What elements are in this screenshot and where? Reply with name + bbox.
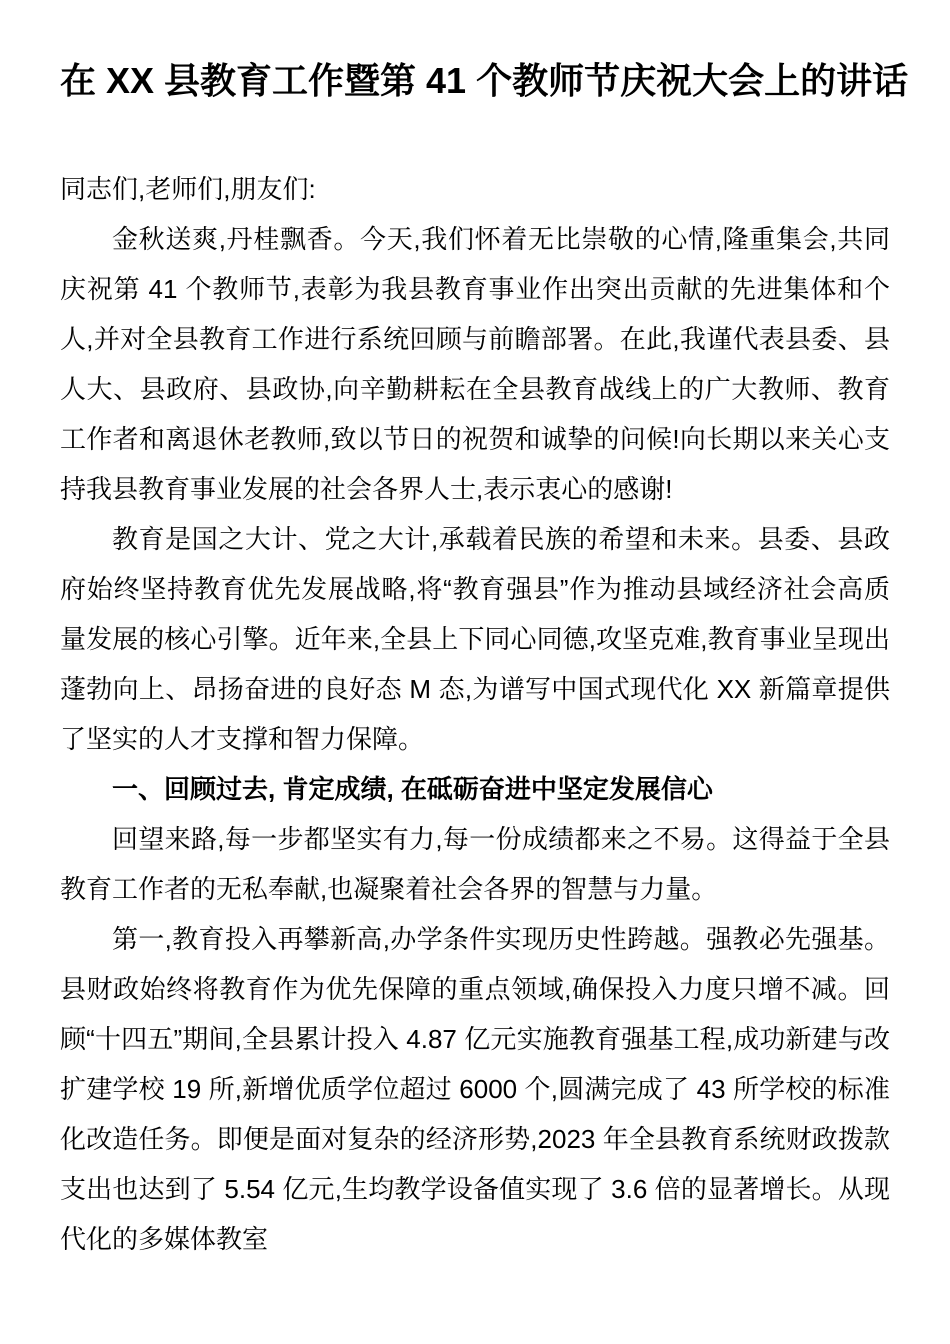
- document-body: [60, 164, 890, 1264]
- document-title: 在 XX 县教育工作暨第 41 个教师节庆祝大会上的讲话: [60, 60, 909, 101]
- body-paragraph: 第一,教育投入再攀新高,办学条件实现历史性跨越。强教必先强基。县财政始终将教育作为优先保障的重点领域,确保投入力度只增不减。回顾“十四五”期间,全县累计投入 4.87 亿元实施教育强基工程,成功新建与改扩建学校 19 所,新增优质学位超过 6000 个,圆满完成了 43 所学校的标准化改造任务。即便是面对复杂的经济形势,2023 年全县教育系统财政拨款支出也达到了 5.54 亿元,生均教学设备值实现了 3.6 倍的显著增长。从现代化的多媒体教室: [60, 924, 890, 1254]
- body-paragraph: 回望来路,每一步都坚实有力,每一份成绩都来之不易。这得益于全县教育工作者的无私奉献,也凝聚着社会各界的智慧与力量。: [60, 824, 890, 904]
- body-paragraph: 金秋送爽,丹桂飘香。今天,我们怀着无比崇敬的心情,隆重集会,共同庆祝第 41 个教师节,表彰为我县教育事业作出突出贡献的先进集体和个人,并对全县教育工作进行系统回顾与前瞻部署。在此,我谨代表县委、县人大、县政府、县政协,向辛勤耕耘在全县教育战线上的广大教师、教育工作者和离退休老教师,致以节日的祝贺和诚挚的问候!向长期以来关心支持我县教育事业发展的社会各界人士,表示衷心的感谢!: [60, 224, 890, 504]
- paragraph-container: [60, 214, 890, 1264]
- section-heading: 一、回顾过去, 肯定成绩, 在砥砺奋进中坚定发展信心: [112, 774, 713, 804]
- body-paragraph: 教育是国之大计、党之大计,承载着民族的希望和未来。县委、县政府始终坚持教育优先发展战略,将“教育强县”作为推动县域经济社会高质量发展的核心引擎。近年来,全县上下同心同德,攻坚克难,教育事业呈现出蓬勃向上、昂扬奋进的良好态 M 态,为谱写中国式现代化 XX 新篇章提供了坚实的人才支撑和智力保障。: [60, 524, 890, 754]
- salutation-line: 同志们,老师们,朋友们:: [60, 174, 316, 204]
